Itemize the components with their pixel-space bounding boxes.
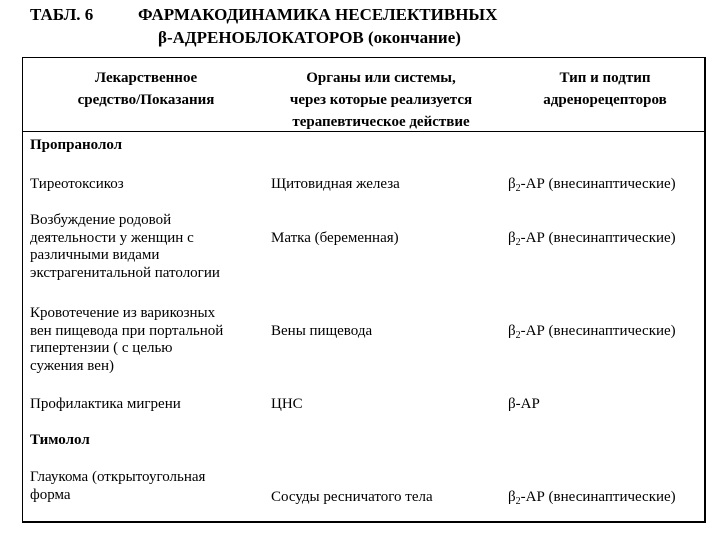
- organ-cell: Сосуды ресничатого тела: [271, 489, 433, 505]
- indication-cell: Глаукома (открытоугольная форма: [30, 469, 206, 503]
- receptor-base: β: [508, 230, 516, 246]
- receptor-subtype: 2: [515, 183, 521, 194]
- receptor-cell: [508, 230, 676, 248]
- receptor-rest: -АР (внесинаптические): [520, 230, 676, 246]
- column-header-receptor: Тип и подтип адренорецепторов: [543, 70, 667, 108]
- table-title-line1: ФАРМАКОДИНАМИКА НЕСЕЛЕКТИВНЫХ: [138, 5, 498, 24]
- organ-cell: Матка (беременная): [271, 230, 399, 246]
- receptor-rest: -АР (внесинаптические): [520, 323, 676, 339]
- receptor-subtype: 2: [515, 237, 521, 248]
- group-name: Тимолол: [30, 432, 90, 448]
- indication-cell: Профилактика мигрени: [30, 396, 181, 412]
- receptor-base: β: [508, 176, 516, 192]
- indication-cell: Кровотечение из варикозных вен пищевода при портальной гипертензии ( с целью сужения вен): [30, 305, 224, 374]
- receptor-rest: -АР (внесинаптические): [520, 489, 676, 505]
- table-title-line2: β-АДРЕНОБЛОКАТОРОВ (окончание): [158, 28, 461, 47]
- indication-cell: Тиреотоксикоз: [30, 176, 124, 192]
- receptor-base: β: [508, 396, 516, 412]
- receptor-cell: [508, 489, 676, 507]
- receptor-rest: -АР: [515, 396, 540, 412]
- organ-cell: Вены пищевода: [271, 323, 373, 339]
- group-name: Пропранолол: [30, 137, 123, 153]
- table-label: ТАБЛ. 6: [30, 5, 94, 24]
- receptor-base: β: [508, 489, 516, 505]
- column-header-organ: Органы или системы, через которые реализуется терапевтическое действие: [289, 70, 473, 130]
- receptor-cell: [508, 323, 676, 341]
- receptor-rest: -АР (внесинаптические): [520, 176, 676, 192]
- receptor-subtype: 2: [515, 330, 521, 341]
- receptor-cell: [508, 176, 676, 194]
- organ-cell: Щитовидная железа: [271, 176, 400, 192]
- receptor-subtype: 2: [515, 496, 521, 507]
- receptor-base: β: [508, 323, 516, 339]
- organ-cell: ЦНС: [271, 396, 303, 412]
- column-header-drug: Лекарственное средство/Показания: [77, 70, 215, 108]
- indication-cell: Возбуждение родовой деятельности у женщин с различными видами экстрагенитальной патологии: [30, 212, 220, 281]
- receptor-cell: [508, 396, 540, 414]
